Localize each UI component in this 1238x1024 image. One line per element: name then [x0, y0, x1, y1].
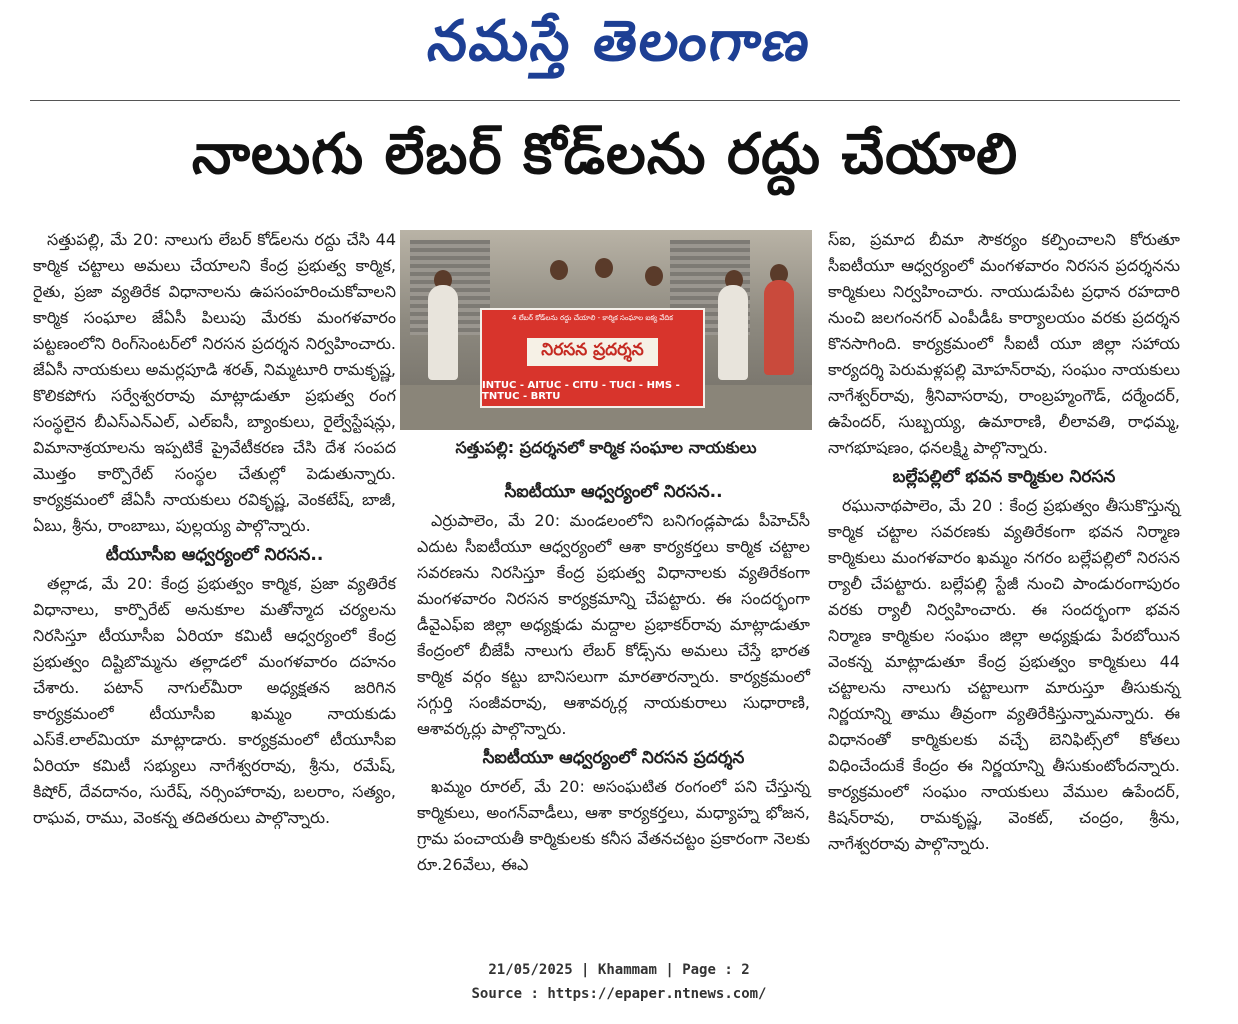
article-paragraph: రఘునాథపాలెం, మే 20 : కేంద్ర ప్రభుత్వం తీసుకొస్తున్న కార్మిక చట్టాల సవరణకు వ్యతిరేకంగా భవన నిర్మాణ కార్మికులు మంగళవారం ఖమ్మం నగరం బల్లేపల్లిలో నిరసన ర్యాలీ చేపట్టారు. బల్లేపల్లి స్టేజీ నుంచి పాండురంగాపురం వరకు ర్యాలీ నిర్వహించారు. ఈ సందర్భంగా భవన నిర్మాణ కార్మికుల సంఘం జిల్లా అధ్యక్షుడు పేరబోయిన వెంకన్న మాట్లాడుతూ కేంద్ర ప్రభుత్వం కార్మికులు 44 చట్టాలను నాలుగు చట్టాలుగా మారుస్తూ తీసుకున్న నిర్ణయాన్ని తాము తీవ్రంగా వ్యతిరేకిస్తున్నామన్నారు. ఈ విధానంతో కార్మికులకు వచ్చే బెనిఫిట్స్‌లో కోతలు విధించేందుకే కేంద్రం ఈ నిర్ణయాన్ని తీసుకుంటోందన్నారు. కార్యక్రమంలో సంఘం నాయకులు వేముల ఉపేందర్, కిషన్‌రావు, రామకృష్ణ, వెంకట్, చంద్రం, శ్రీను, నాగేశ్వరరావు పాల్గొన్నారు. [828, 496, 1180, 853]
article-paragraph: ఖమ్మం రూరల్, మే 20: అసంఘటిత రంగంలో పని చేస్తున్న కార్మికులు, అంగన్‌వాడీలు, ఆశా కార్యకర్తలు, మధ్యాహ్న భోజన, గ్రామ పంచాయతీ కార్మికులకు కనీస వేతనచట్టం ప్రకారంగా నెలకు రూ.26వేలు, ఈఎ [417, 777, 810, 874]
subheading: టీయూసీఐ ఆధ్వర్యంలో నిరసన.. [105, 545, 324, 565]
footer-source: Source : https://epaper.ntnews.com/ [471, 986, 767, 1002]
banner-unions: INTUC - AITUC - CITU - TUCI - HMS - TNTUC - BRTU [482, 380, 680, 402]
header-divider [30, 100, 1180, 101]
footer-date-edition: 21/05/2025 | Khammam | Page : 2 [488, 962, 750, 978]
subheading: సీఐటీయూ ఆధ్వర్యంలో నిరసన.. [504, 482, 723, 502]
article-paragraph: తల్లాడ, మే 20: కేంద్ర ప్రభుత్వం కార్మిక, ప్రజా వ్యతిరేక విధానాలు, కార్పొరేట్ అనుకూల మతోన్మాద చర్యలను నిరసిస్తూ టీయూసీఐ ఏరియా కమిటీ ఆధ్వర్యంలో కేంద్ర ప్రభుత్వం దిష్టిబొమ్మను తల్లాడలో మంగళవారం దహనం చేశారు. పటాన్ నాగుల్‌మీరా అధ్యక్షతన జరిగిన కార్యక్రమంలో టీయూసీఐ ఖమ్మం నాయకుడు ఎస్‌కే.లాల్‌మియా మాట్లాడారు. కార్యక్రమంలో టీయూసీఐ ఏరియా కమిటీ సభ్యులు నాగేశ్వరరావు, శ్రీను, రమేష్, కిషోర్, దేవదానం, సురేష్, నర్సింహారావు, బలరాం, సత్యం, రాఘవ, రాము, వెంకన్న తదితరులు పాల్గొన్నారు. [33, 574, 396, 827]
article-paragraph: ఎర్రుపాలెం, మే 20: మండలంలోని బనిగండ్లపాడు పీహెచ్‌సీ ఎదుట సీఐటీయూ ఆధ్వర్యంలో ఆశా కార్యకర్తలు కార్మిక చట్టాల సవరణను నిరసిస్తూ కేంద్ర ప్రభుత్వ విధానాలకు వ్యతిరేకంగా మంగళవారం నిరసన కార్యక్రమాన్ని చేపట్టారు. ఈ సందర్భంగా డీవైఎఫ్ఐ జిల్లా అధ్యక్షుడు మద్దాల ప్రభాకర్‌రావు మాట్లాడుతూ కేంద్రంలో బీజేపీ నాలుగు లేబర్ కోడ్స్‌ను అమలు చేస్తే భారత కార్మిక వర్గం కట్టు బానిసలుగా మారతారన్నారు. కార్యక్రమంలో సగ్గుర్తి సంజీవరావు, ఆశావర్కర్ల నాయకురాలు సుధారాణి, ఆశావర్కర్లు పాల్గొన్నారు. [417, 511, 810, 738]
protest-photo [400, 230, 812, 430]
article-paragraph: సత్తుపల్లి, మే 20: నాలుగు లేబర్ కోడ్‌లను రద్దు చేసి 44 కార్మిక చట్టాలు అమలు చేయాలని కేంద్ర ప్రభుత్వ కార్మిక, రైతు, ప్రజా వ్యతిరేక విధానాలను ఉపసంహరించుకోవాలని కార్మిక సంఘాల జేఏసీ పిలుపు మేరకు మంగళవారం పట్టణంలోని రింగ్‌సెంటర్‌లో నిరసన ప్రదర్శన నిర్వహించారు. జేఏసీ నాయకులు అమర్లపూడి శరత్, నిమ్మటూరి రామకృష్ణ, కొలికపోగు సర్వేశ్వరరావు మాట్లాడుతూ ప్రభుత్వ రంగ సంస్థలైన బీఎస్ఎన్ఎల్, ఎల్ఐసీ, బ్యాంకులు, రైల్వేస్టేషన్లు, విమానాశ్రయాలను ఇప్పటికే ప్రైవేటీకరణ చేసి దేశ సంపద మొత్తం కార్పొరేట్ సంస్థల చేతుల్లో పెడుతున్నారు. కార్యక్రమంలో జేఏసీ నాయకులు రవికృష్ణ, వెంకటేష్, బాజీ, ఏబు, శ్రీను, రాంబాబు, పుల్లయ్య పాల్గొన్నారు. [33, 230, 396, 535]
article-column-2 [417, 478, 810, 880]
person [428, 285, 458, 380]
banner-title: నిరసన ప్రదర్శన [527, 338, 657, 366]
article-column-1 [33, 227, 396, 833]
subheading: సీఐటీయూ ఆధ్వర్యంలో నిరసన ప్రదర్శన [482, 748, 745, 768]
article-column-3 [828, 227, 1180, 859]
article-paragraph: స్ఐ, ప్రమాద బీమా సౌకర్యం కల్పించాలని కోరుతూ సీఐటీయూ ఆధ్వర్యంలో మంగళవారం నిరసన ప్రదర్శనను కార్మికులు నిర్వహించారు. నాయుడుపేట ప్రధాన రహదారి నుంచి జలగంనగర్ ఎంపీడీఓ కార్యాలయం వరకు ప్రదర్శన కొనసాగింది. కార్యక్రమంలో సీఐటీ యూ జిల్లా సహాయ కార్యదర్శి పెరుమళ్లపల్లి మోహన్‌రావు, సంఘం నాయకులు నాగేశ్వర్‌రావు, శ్రీనివాసరావు, రాంబ్రహ్మంగౌడ్, దర్మేందర్, ఉపేందర్, సుబ్బయ్య, ఉమారాణి, లీలావతి, రాధమ్మ, నాగభూషణం, ధనలక్ష్మి పాల్గొన్నారు. [828, 230, 1180, 457]
person [764, 280, 794, 375]
photo-caption: సత్తుపల్లి: ప్రదర్శనలో కార్మిక సంఘాల నాయకులు [455, 438, 757, 457]
protest-banner [480, 308, 705, 408]
masthead-logo: నమస్తే తెలంగాణ [423, 8, 817, 74]
person [718, 285, 748, 380]
headline: నాలుగు లేబర్ కోడ్‌లను రద్దు చేయాలి [191, 122, 1019, 187]
banner-top-text: 4 లేబర్ కోడ్‌లను రద్దు చేయాలి - కార్మిక సంఘాల ఐక్య వేదిక [512, 314, 673, 322]
person-head [595, 258, 613, 278]
subheading: బల్లేపల్లిలో భవన కార్మికుల నిరసన [892, 467, 1116, 487]
person-head [550, 260, 568, 280]
person-head [645, 266, 663, 286]
